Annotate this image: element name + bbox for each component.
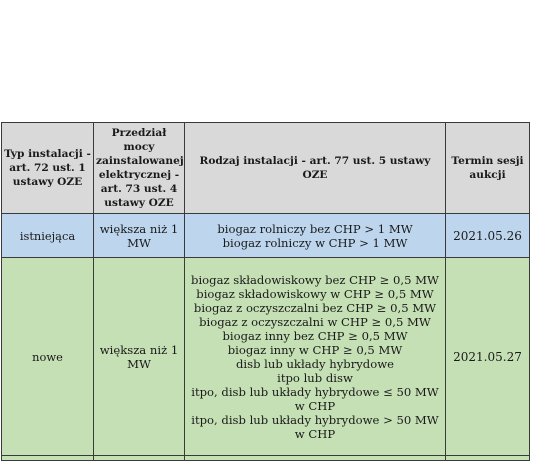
- cell-session-date: 2021.05.26: [446, 214, 530, 258]
- table-row-partial: [2, 456, 530, 461]
- cell-capacity: większa niż 1 MW: [94, 214, 185, 258]
- kind-line: itpo, disb lub układy hybrydowe > 50 MW w CHP: [191, 412, 439, 441]
- kind-line: biogaz składowiskowy w CHP ≥ 0,5 MW: [196, 286, 434, 301]
- header-session-date: Termin sesji aukcji: [446, 123, 530, 214]
- kind-line: disb lub układy hybrydowe: [235, 356, 394, 371]
- kind-line: biogaz inny w CHP ≥ 0,5 MW: [227, 342, 403, 357]
- cell-installation-type: istniejąca: [2, 214, 94, 258]
- partial-cell: [446, 456, 530, 461]
- header-installation-type: Typ instalacji - art. 72 ust. 1 ustawy OZE: [2, 123, 94, 214]
- table-row: [2, 214, 530, 258]
- partial-cell: [94, 456, 185, 461]
- cell-installation-kinds: [185, 214, 446, 258]
- kind-line: biogaz z oczyszczalni bez CHP ≥ 0,5 MW: [193, 300, 437, 315]
- cell-installation-type: nowe: [2, 258, 94, 456]
- partial-cell: [2, 456, 94, 461]
- kind-line: biogaz rolniczy w CHP > 1 MW: [222, 235, 408, 250]
- kind-line: itpo lub disw: [277, 370, 353, 385]
- kind-line: biogaz inny bez CHP ≥ 0,5 MW: [222, 328, 408, 343]
- kind-line: biogaz składowiskowy bez CHP ≥ 0,5 MW: [191, 272, 439, 287]
- header-installation-kind: Rodzaj instalacji - art. 77 ust. 5 ustawy OZE: [185, 123, 446, 214]
- kind-line: itpo, disb lub układy hybrydowe ≤ 50 MW w CHP: [191, 384, 439, 413]
- cell-session-date: 2021.05.27: [446, 258, 530, 456]
- header-row: [2, 123, 530, 214]
- cell-capacity: większa niż 1 MW: [94, 258, 185, 456]
- auction-table: [1, 122, 530, 461]
- kind-line: biogaz rolniczy bez CHP > 1 MW: [217, 221, 413, 236]
- table-row: [2, 258, 530, 456]
- cell-installation-kinds: [185, 258, 446, 456]
- header-capacity-range: Przedział mocy zainstalowanej elektrycznej - art. 73 ust. 4 ustawy OZE: [94, 123, 185, 214]
- kind-line: biogaz z oczyszczalni w CHP ≥ 0,5 MW: [199, 314, 431, 329]
- partial-cell: [185, 456, 446, 461]
